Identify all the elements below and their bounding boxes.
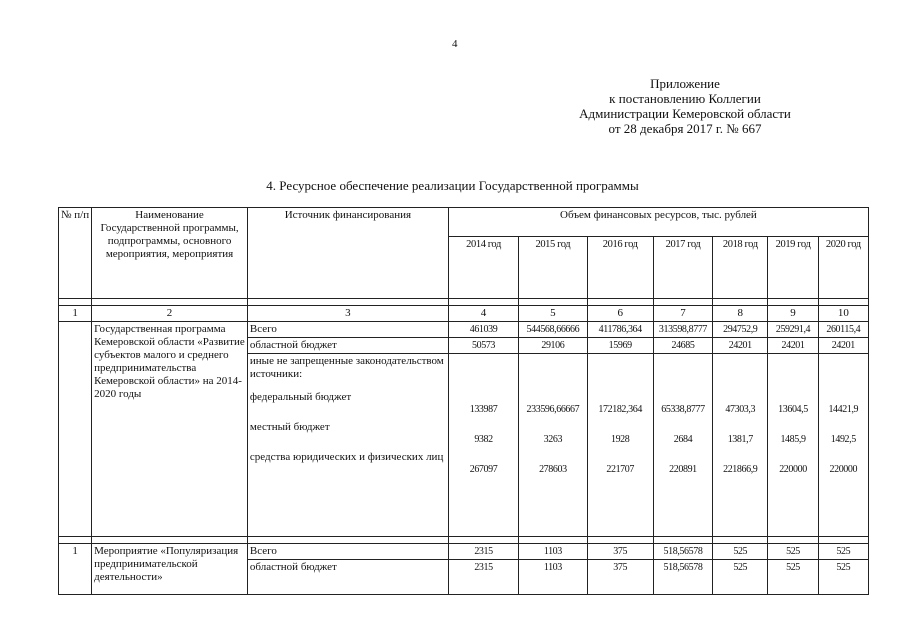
column-number: 9 bbox=[768, 306, 818, 322]
value-cell: 50573 bbox=[448, 338, 518, 354]
value-cell: 9382 bbox=[474, 434, 493, 445]
value-cell: 133987 bbox=[469, 404, 498, 415]
value-cell: 14421,9 bbox=[828, 404, 859, 415]
year-cell: 2018 год bbox=[713, 237, 768, 299]
program-row-total bbox=[59, 322, 869, 338]
value-cell: 233596,66667 bbox=[526, 404, 580, 415]
value-cell: 1492,5 bbox=[830, 434, 856, 445]
value-cell: 294752,9 bbox=[713, 322, 768, 338]
value-cell: 525 bbox=[768, 544, 818, 560]
value-cell: 518,56578 bbox=[653, 560, 712, 595]
value-cell: 24201 bbox=[818, 338, 868, 354]
value-cell: 525 bbox=[768, 560, 818, 595]
value-stack bbox=[768, 354, 818, 537]
measure-row-total bbox=[59, 544, 869, 560]
value-cell: 220891 bbox=[669, 464, 697, 475]
value-cell: 2684 bbox=[673, 434, 693, 445]
value-stack bbox=[653, 354, 712, 537]
value-cell: 259291,4 bbox=[768, 322, 818, 338]
source-label: областной бюджет bbox=[247, 338, 448, 354]
program-num bbox=[59, 322, 92, 537]
header-source: Источник финансирования bbox=[247, 208, 448, 299]
value-cell: 525 bbox=[818, 560, 868, 595]
spacer-row bbox=[59, 299, 869, 306]
section-title: 4. Ресурсное обеспечение реализации Государственной программы bbox=[266, 178, 639, 193]
value-cell: 24201 bbox=[768, 338, 818, 354]
column-number: 1 bbox=[59, 306, 92, 322]
appendix-line: от 28 декабря 2017 г. № 667 bbox=[608, 121, 762, 136]
value-cell: 375 bbox=[587, 544, 653, 560]
column-number: 5 bbox=[519, 306, 587, 322]
value-cell: 518,56578 bbox=[653, 544, 712, 560]
header-name: Наименование Государственной программы, подпрограммы, основного мероприятия, мероприятия bbox=[92, 208, 248, 299]
measure-num: 1 bbox=[59, 544, 92, 595]
value-cell: 525 bbox=[713, 544, 768, 560]
page-number: 4 bbox=[452, 38, 458, 50]
column-number-row bbox=[59, 306, 869, 322]
value-cell: 2315 bbox=[448, 544, 518, 560]
year-cell: 2017 год bbox=[653, 237, 712, 299]
value-cell: 47303,3 bbox=[725, 404, 756, 415]
value-cell: 1381,7 bbox=[727, 434, 753, 445]
source-label: областной бюджет bbox=[247, 560, 448, 595]
source-label: средства юридических и физических лиц bbox=[249, 451, 444, 463]
appendix-line: Приложение bbox=[650, 76, 720, 91]
column-number: 7 bbox=[653, 306, 712, 322]
appendix-line: Администрации Кемеровской области bbox=[579, 106, 791, 121]
value-cell: 29106 bbox=[519, 338, 587, 354]
year-cell: 2015 год bbox=[519, 237, 587, 299]
column-number: 4 bbox=[448, 306, 518, 322]
value-cell: 1103 bbox=[519, 560, 587, 595]
value-stack bbox=[713, 354, 768, 537]
value-cell: 375 bbox=[587, 560, 653, 595]
resource-table bbox=[58, 207, 869, 595]
value-cell: 1103 bbox=[519, 544, 587, 560]
value-stack bbox=[519, 354, 587, 537]
other-sources-header: иные не запрещенные законодательством источники: bbox=[249, 355, 444, 380]
value-cell: 313598,8777 bbox=[653, 322, 712, 338]
value-stack bbox=[448, 354, 518, 537]
year-cell: 2014 год bbox=[448, 237, 518, 299]
source-label: местный бюджет bbox=[249, 421, 330, 433]
appendix-block bbox=[560, 76, 810, 136]
value-cell: 461039 bbox=[448, 322, 518, 338]
value-cell: 2315 bbox=[448, 560, 518, 595]
value-cell: 65338,8777 bbox=[661, 404, 705, 415]
measure-name: Мероприятие «Популяризация предпринимательской деятельности» bbox=[92, 544, 248, 595]
value-cell: 260115,4 bbox=[818, 322, 868, 338]
appendix-line: к постановлению Коллегии bbox=[609, 91, 761, 106]
spacer-row bbox=[59, 537, 869, 544]
value-cell: 1485,9 bbox=[780, 434, 806, 445]
value-cell: 267097 bbox=[469, 464, 498, 475]
value-cell: 220000 bbox=[779, 464, 807, 475]
value-cell: 221866,9 bbox=[723, 464, 758, 475]
header-row bbox=[59, 208, 869, 237]
header-num: № п/п bbox=[59, 208, 92, 299]
other-sources-cell bbox=[247, 354, 448, 537]
year-cell: 2020 год bbox=[818, 237, 868, 299]
value-cell: 172182,364 bbox=[598, 404, 642, 415]
column-number: 10 bbox=[818, 306, 868, 322]
year-cell: 2019 год bbox=[768, 237, 818, 299]
value-cell: 3263 bbox=[543, 434, 563, 445]
value-cell: 13604,5 bbox=[778, 404, 808, 415]
value-cell: 24685 bbox=[653, 338, 712, 354]
column-number: 3 bbox=[247, 306, 448, 322]
source-label: Всего bbox=[247, 322, 448, 338]
header-volume: Объем финансовых ресурсов, тыс. рублей bbox=[448, 208, 868, 237]
value-cell: 544568,66666 bbox=[519, 322, 587, 338]
value-cell: 24201 bbox=[713, 338, 768, 354]
year-cell: 2016 год bbox=[587, 237, 653, 299]
value-stack bbox=[818, 354, 868, 537]
source-label: Всего bbox=[247, 544, 448, 560]
value-cell: 278603 bbox=[539, 464, 567, 475]
column-number: 8 bbox=[713, 306, 768, 322]
value-stack bbox=[587, 354, 653, 537]
value-cell: 525 bbox=[713, 560, 768, 595]
value-cell: 525 bbox=[818, 544, 868, 560]
source-label: федеральный бюджет bbox=[249, 391, 352, 403]
value-cell: 1928 bbox=[610, 434, 630, 445]
column-number: 6 bbox=[587, 306, 653, 322]
program-name: Государственная программа Кемеровской области «Развитие субъектов малого и среднего предпринимательства Кемеровской области» на 2014-2020 годы bbox=[92, 322, 248, 537]
value-cell: 220000 bbox=[829, 464, 858, 475]
value-cell: 411786,364 bbox=[587, 322, 653, 338]
value-cell: 15969 bbox=[587, 338, 653, 354]
value-cell: 221707 bbox=[606, 464, 634, 475]
column-number: 2 bbox=[92, 306, 248, 322]
